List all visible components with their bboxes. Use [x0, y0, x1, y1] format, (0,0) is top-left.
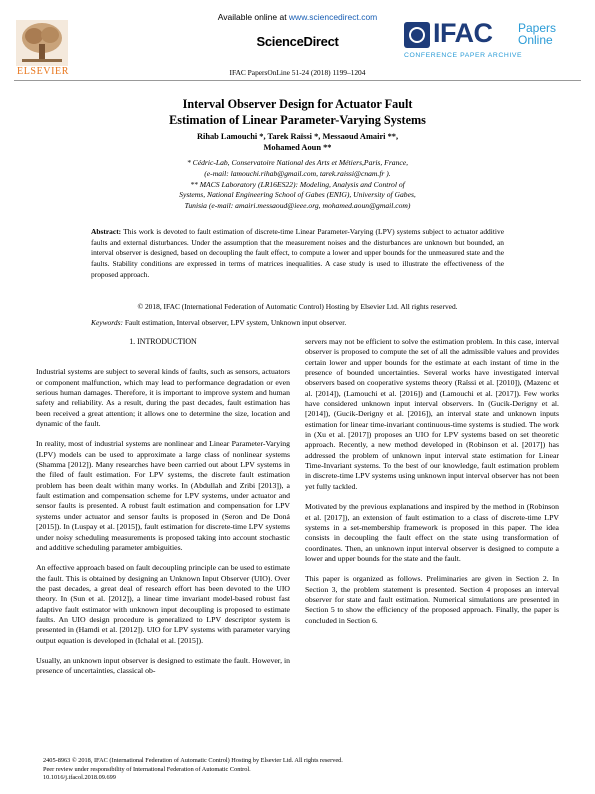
paragraph: Industrial systems are subject to several kinds of faults, such as sensors, actuators or component malfunction, which may lead to performance degradation or even serious human damages. Therefore, it is important to improve system and human safety and reliability. As a result, during the past decades, fault estimation has been received a great attention; it allows one to determine the size, location and dynamic of the fault. [36, 367, 290, 429]
ifac-logo-text: IFAC [433, 18, 493, 48]
paragraph: servers may not be efficient to solve the estimation problem. In this case, interval observer is proposed to compute the set of all the admissible values and provides certain lower and upper bounds for the estimate at each instant of time in the presence of bounded uncertainties. Several works have investigated interval observers based on cooperative systems theory (Raïssi et al. [2010]), (Mazenc et al. [2014]), (Lamouchi et al. [2016]) and (Lamouchi et al. [2017]). Few works have considered unknown input interval observers. In (Gucik-Derigny et al. [2014]), (Gucik-Derigny et al. [2016]), an interval state and unknown inputs estimation for linear time-invariant continuous-time systems is studied. The work in (Xu et al. [2017]) proposes an UIO for LPV systems based on set theoretic approach. Recently, a new method developed in (Robinson et al. [2017]) has addressed the problem of unknown input interval state estimation for Linear Time-Invariant systems. To the best of our knowledge, fault estimation problem in discrete-time LPV systems using unknown input interval observer has not been yet fully tackled. [305, 337, 559, 491]
page-footer [43, 757, 563, 783]
affiliation-line-3: ** MACS Laboratory (LR16ES22): Modeling, Analysis and Control of [190, 179, 405, 189]
ifac-papers-online [518, 22, 556, 46]
affiliation-line-1: * Cédric-Lab, Conservatoire National des Arts et Métiers,Paris, France, [186, 158, 409, 167]
elsevier-tree-logo [16, 20, 68, 66]
availability-line [0, 12, 595, 22]
title-line-1: Interval Observer Design for Actuator Fault [182, 97, 413, 111]
footer-doi[interactable]: 10.1016/j.ifacol.2018.09.699 [43, 774, 116, 782]
right-column [305, 337, 559, 636]
left-column [36, 337, 290, 687]
copyright-notice: © 2018, IFAC (International Federation of Automatic Control) Hosting by Elsevier Ltd. All rights reserved. [137, 302, 458, 311]
abstract-text: This work is devoted to fault estimation of discrete-time Linear Parameter-Varying (LPV) systems subject to actuator additive faults and external disturbances. Under the assumption that the measurement noises and the disturbances are unknown but bounded, an interval observer is designed, based on decoupling the fault effect, to compute a lower and upper bounds for the unmeasured state and the faults. Stability conditions are expressed in terms of matrices inequalities. A case study is used to illustrate the effectiveness of the proposed approach. [91, 227, 504, 279]
ifac-archive-subtitle: CONFERENCE PAPER ARCHIVE [404, 52, 523, 59]
header-divider [14, 80, 581, 81]
section-heading-introduction: 1. INTRODUCTION [129, 337, 197, 346]
paragraph: In reality, most of industrial systems are nonlinear and Linear Parameter-Varying (LPV) models can be used to approximate a large class of nonlinear systems (Shamma [2012]). Many researches have been carried out about LPV systems in the filed of fault estimation. For LPV systems, the discrete fault estimation problem has been dealt within many works. In (Abdullah and Zribi [2013]), a fault estimation and compensation scheme for LPV systems, under actuator and sensor faults is presented. A robust fault estimation and compensation for LPV systems under actuator and sensor faults is proposed in (Seron and De Doná [2015]). In (Luspay et al. [2015]), fault estimation for discrete-time LPV systems under noisy scheduling measurements is proposed taking into account stochastic and additive scheduling parameter ambiguities. [36, 439, 290, 552]
affiliations [0, 158, 595, 212]
authors-line-1: Rihab Lamouchi *, Tarek Raïssi *, Messaoud Amairi **, [196, 132, 399, 141]
keywords-text: Fault estimation, Interval observer, LPV system, Unknown input observer. [122, 318, 347, 327]
ifac-papers-word: Papers [518, 21, 557, 35]
paragraph: Usually, an unknown input observer is designed to estimate the fault. However, in presence of uncertainties, classical ob- [36, 655, 290, 676]
affiliation-line-5: Tunisia (e-mail: amairi.messaoud@ieee.org, mohamed.aoun@gmail.com) [184, 201, 411, 211]
elsevier-wordmark: ELSEVIER [16, 66, 70, 77]
affiliation-line-2: (e-mail: lamouchi.rihab@gmail.com, tarek.raissi@cnam.fr ). [204, 168, 391, 178]
availability-prefix: Available online at [217, 12, 289, 22]
footer-review-line: Peer review under responsibility of International Federation of Automatic Control. [43, 765, 251, 773]
ifac-emblem-icon [404, 22, 430, 48]
abstract [91, 227, 504, 281]
abstract-label: Abstract: [91, 227, 122, 236]
journal-citation: IFAC PapersOnLine 51-24 (2018) 1199–1204 [229, 68, 366, 77]
title-line-2: Estimation of Linear Parameter-Varying Systems [169, 113, 426, 127]
sciencedirect-brand: ScienceDirect [256, 34, 339, 49]
affiliation-line-4: Systems, National Engineering School of Gabes (ENIG), University of Gabes, [179, 190, 416, 200]
keywords-label: Keywords: [91, 318, 123, 327]
keywords [91, 318, 504, 328]
footer-issn-line: 2405-8963 © 2018, IFAC (International Federation of Automatic Control) Hosting by Elsevier Ltd. All rights reserved. [43, 757, 343, 764]
paragraph: This paper is organized as follows. Preliminaries are given in Section 2. In Section 3, the problem statement is presented. Section 4 proposes an interval observer for state and fault estimation. Numerical simulations are presented in Section 5 to show the efficiency of the proposed approach. Finally, the paper is concluded in Section 6. [305, 574, 559, 625]
sciencedirect-link[interactable]: www.sciencedirect.com [288, 12, 378, 22]
paragraph: An effective approach based on fault decoupling principle can be used to estimate the fault. This is obtained by designing an Unknown Input Observer (UIO). Over the past decades, a great deal of research effort has been devoted to the UIO theory. In (Sun et al. [2012]), a linear time invariant model-based robust fast adaptive fault estimator with unknown input decoupling is proposed to estimate faults. An UIO design procedure is generalized to LPV descriptor system is presented in (Hamdi et al. [2012]). UIO for LPV systems with parameter varying output equation is developed in (Ichalal et al. [2015]). [36, 563, 290, 645]
paper-title [0, 96, 595, 128]
ifac-online-word: Online [518, 33, 553, 47]
author-list [0, 131, 595, 153]
authors-line-2: Mohamed Aoun ** [263, 143, 332, 152]
paragraph: Motivated by the previous explanations and inspired by the method in (Robinson et al. [2017]), an extension of fault estimation to a class of discrete-time LPV systems in a set-membership framework is proposed in this paper. The idea consists in decoupling the fault effect on the state using transformation of coordinates. Then, an unknown input interval observer is designed to compute a lower and upper bounds for the state and the fault. [305, 502, 559, 563]
